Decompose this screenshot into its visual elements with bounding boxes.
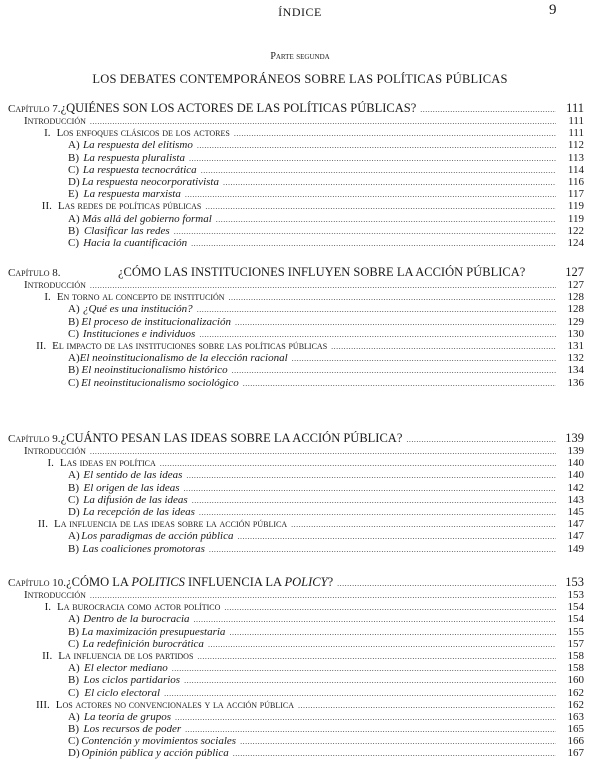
chapter-heading-row	[8, 266, 584, 279]
entry-text: Los actores no convencionales y la acción pública	[55, 698, 295, 711]
toc-entry	[8, 457, 584, 469]
entry-text: Clasificar las redes	[83, 224, 170, 237]
entry-label: B)	[68, 674, 79, 687]
toc-entry	[8, 747, 584, 759]
dot-leader	[197, 140, 556, 152]
entry-text: La redefinición burocrática	[82, 637, 204, 650]
entry-label: B)	[68, 364, 79, 377]
entry-text: Los paradigmas de acción pública	[81, 530, 234, 543]
page-ref: 166	[567, 735, 584, 748]
entry-label: A)	[68, 530, 80, 543]
page-ref: 153	[565, 575, 584, 589]
toc-entry	[8, 316, 584, 328]
entry-text: La respuesta marxista	[83, 188, 181, 201]
entry-label: I.	[44, 601, 51, 614]
chapter-label: Capítulo 10.	[8, 577, 67, 589]
page-ref: 134	[567, 364, 584, 377]
dot-leader	[201, 165, 556, 177]
entry-label: D)	[68, 747, 80, 760]
page-ref: 154	[567, 613, 584, 626]
dot-leader	[234, 128, 556, 140]
page-ref: 160	[567, 674, 584, 687]
entry-label: C)	[68, 686, 79, 699]
page-ref: 132	[567, 352, 584, 365]
toc-entry	[8, 139, 584, 151]
entry-label: B)	[68, 723, 79, 736]
dot-leader	[243, 378, 556, 390]
toc-entry	[8, 626, 584, 638]
page-ref: 116	[567, 175, 584, 188]
toc-entry	[8, 687, 584, 699]
running-header-title: ÍNDICE	[278, 5, 322, 19]
page-ref: 111	[566, 101, 584, 115]
entry-text: El origen de las ideas	[83, 481, 180, 494]
toc-entry	[8, 674, 584, 686]
entry-label: A)	[68, 662, 80, 675]
dot-leader	[232, 365, 556, 377]
toc-entry	[8, 291, 584, 303]
page-ref: 142	[567, 481, 584, 494]
entry-text: La influencia de los partidos	[58, 649, 194, 662]
entry-text: Las redes de políticas públicas	[57, 200, 202, 213]
entry-text: El neoinstitucionalismo de la elección racional	[79, 352, 288, 365]
chapter-heading-row	[8, 432, 584, 445]
entry-text: ¿Qué es una institución?	[83, 303, 193, 316]
page-ref: 165	[567, 723, 584, 736]
chapter-label: Capítulo 8.	[8, 267, 61, 279]
page-ref: 117	[567, 188, 584, 201]
chapter-block	[8, 576, 584, 760]
page-ref: 140	[567, 469, 584, 482]
entry-label: D)	[68, 505, 80, 518]
toc-entry	[8, 638, 584, 650]
page-ref: 111	[568, 127, 584, 140]
dot-leader	[406, 433, 556, 446]
entry-text: El neoinstitucionalismo histórico	[81, 364, 228, 377]
entry-text: El neoinstitucionalismo sociológico	[81, 376, 239, 389]
entry-text: En torno al concepto de institución	[56, 291, 225, 304]
entry-label: B)	[68, 625, 79, 638]
page-ref: 136	[567, 376, 584, 389]
page-ref: 162	[567, 686, 584, 699]
entry-label: E)	[68, 188, 79, 201]
chapter-label: Capítulo 9.	[8, 433, 61, 445]
page-ref: 162	[567, 698, 584, 711]
entry-label: C)	[68, 735, 79, 748]
chapter-heading-row	[8, 102, 584, 115]
toc-entry	[8, 340, 584, 352]
entry-text: La respuesta del elitismo	[82, 139, 193, 152]
page-ref: 157	[567, 637, 584, 650]
toc-entry	[8, 328, 584, 340]
entry-text: Dentro de la burocracia	[83, 613, 190, 626]
toc-entry	[8, 445, 584, 457]
entry-text: La respuesta neocorporativista	[81, 175, 219, 188]
toc-entry	[8, 613, 584, 625]
dot-leader	[205, 201, 556, 213]
entry-label: II.	[36, 339, 47, 352]
toc-entry	[8, 164, 584, 176]
entry-label: C)	[68, 637, 79, 650]
dot-leader	[192, 495, 556, 507]
page-ref: 155	[567, 625, 584, 638]
entry-label: C)	[68, 327, 79, 340]
entry-label: B)	[68, 315, 79, 328]
page-ref: 114	[567, 163, 584, 176]
dot-leader	[175, 712, 556, 724]
entry-label: D)	[68, 175, 80, 188]
entry-label: II.	[41, 200, 52, 213]
page-ref: 147	[567, 530, 584, 543]
entry-text: Los recursos de poder	[83, 723, 182, 736]
entry-label: A)	[68, 212, 80, 225]
part-label: Parte segunda	[270, 51, 330, 62]
entry-text: Las ideas en política	[59, 457, 156, 470]
entry-label: II.	[42, 649, 53, 662]
dot-leader	[197, 651, 556, 663]
toc-entry	[8, 494, 584, 506]
toc-entry	[8, 506, 584, 518]
toc-entry	[8, 699, 584, 711]
entry-text: Más allá del gobierno formal	[82, 212, 212, 225]
dot-leader	[229, 292, 556, 304]
page-ref: 111	[568, 115, 584, 127]
entry-text: El elector mediano	[84, 662, 168, 675]
entry-text: Las coaliciones promotoras	[82, 542, 205, 555]
page-ref: 112	[567, 139, 584, 152]
entry-label: II.	[37, 518, 48, 531]
page-ref: 131	[567, 339, 584, 352]
part-title: LOS DEBATES CONTEMPORÁNEOS SOBRE LAS POLÍTICAS PÚBLICAS	[92, 72, 508, 86]
entry-label: III.	[36, 698, 50, 711]
toc-entry	[8, 364, 584, 376]
dot-leader	[90, 446, 556, 458]
dot-leader	[186, 470, 556, 482]
toc-entry	[8, 176, 584, 188]
chapter-title-part: ¿CÓMO LA	[66, 575, 132, 589]
entry-label: B)	[68, 224, 79, 237]
dot-leader	[291, 519, 556, 531]
page-ref: 128	[567, 303, 584, 316]
toc-entry	[8, 225, 584, 237]
dot-leader	[235, 317, 556, 329]
entry-label: C)	[68, 236, 79, 249]
entry-text: Los ciclos partidarios	[83, 674, 181, 687]
entry-label: I.	[44, 127, 51, 140]
toc-entry	[8, 279, 584, 291]
chapter-block	[8, 432, 584, 555]
entry-text: La respuesta pluralista	[83, 151, 185, 164]
chapter-title-part: ?	[327, 575, 334, 589]
entry-label: B)	[68, 481, 79, 494]
entry-text: Hacia la cuantificación	[83, 236, 188, 249]
dot-leader	[240, 736, 556, 748]
entry-text: La teoría de grupos	[83, 710, 171, 723]
entry-label: B)	[68, 151, 79, 164]
dot-leader	[233, 748, 556, 760]
dot-leader	[292, 353, 556, 365]
entry-label: A)	[68, 303, 80, 316]
toc-entry	[8, 518, 584, 530]
entry-text: La recepción de las ideas	[82, 505, 195, 518]
page-ref: 113	[567, 151, 584, 164]
entry-text: El impacto de las instituciones sobre las políticas públicas	[52, 339, 328, 352]
entry-text: Contención y movimientos sociales	[81, 735, 237, 748]
toc-entry	[8, 735, 584, 747]
page-ref: 158	[567, 649, 584, 662]
dot-leader	[229, 627, 556, 639]
entry-text: Los enfoques clásicos de los actores	[56, 127, 230, 140]
toc-entry	[8, 601, 584, 613]
page-ref: 119	[567, 212, 584, 225]
toc-entry	[8, 127, 584, 139]
page-ref: 145	[567, 505, 584, 518]
page-ref: 127	[567, 279, 584, 291]
entry-label: A)	[68, 710, 80, 723]
page-ref: 119	[567, 200, 584, 213]
entry-text: Instituciones e individuos	[82, 327, 196, 340]
page-ref: 129	[567, 315, 584, 328]
toc-entry	[8, 237, 584, 249]
page-ref: 158	[567, 662, 584, 675]
toc-entry	[8, 352, 584, 364]
entry-label: I.	[47, 457, 54, 470]
chapter-title-part: ¿QUIÉNES SON LOS ACTORES DE LAS POLÍTICAS PÚBLICAS?	[60, 101, 417, 115]
toc-entry	[8, 469, 584, 481]
dot-leader	[172, 663, 556, 675]
entry-text: Introducción	[24, 445, 86, 457]
toc-entry	[8, 213, 584, 225]
entry-label: A)	[68, 139, 80, 152]
chapter-title	[66, 576, 333, 589]
entry-label: A)	[68, 613, 80, 626]
chapter-label: Capítulo 7.	[8, 103, 61, 115]
dot-leader	[185, 189, 556, 201]
page-ref: 167	[567, 747, 584, 760]
dot-leader	[185, 724, 556, 736]
entry-text: El proceso de institucionalización	[81, 315, 231, 328]
entry-text: Opinión pública y acción pública	[81, 747, 229, 760]
dot-leader	[191, 238, 556, 250]
page-ref: 153	[567, 589, 584, 601]
page-ref: 139	[565, 431, 584, 445]
entry-label: C)	[68, 163, 79, 176]
chapter-title-part: ¿CÓMO LAS INSTITUCIONES INFLUYEN SOBRE LA ACCIÓN PÚBLICA?	[118, 265, 526, 279]
chapter-title-part: INFLUENCIA LA	[184, 575, 285, 589]
page-ref: 143	[567, 493, 584, 506]
dot-leader	[174, 226, 556, 238]
chapter-block	[8, 102, 584, 249]
dot-leader	[420, 103, 556, 116]
dot-leader	[194, 614, 556, 626]
dot-leader	[331, 341, 556, 353]
dot-leader	[209, 544, 556, 556]
entry-label: I.	[44, 291, 51, 304]
entry-label: B)	[68, 542, 79, 555]
page-ref: 127	[565, 265, 584, 279]
entry-text: La burocracia como actor político	[57, 601, 221, 614]
page-ref: 163	[567, 710, 584, 723]
toc-entry	[8, 188, 584, 200]
entry-text: Introducción	[24, 115, 86, 127]
chapter-title-part: POLICY	[284, 575, 328, 589]
toc-entry	[8, 650, 584, 662]
dot-leader	[298, 700, 556, 712]
dot-leader	[160, 458, 556, 470]
page-number: 9	[549, 2, 557, 18]
dot-leader	[337, 577, 556, 590]
toc-entry	[8, 543, 584, 555]
entry-text: El ciclo electoral	[84, 686, 161, 699]
toc-entry	[8, 530, 584, 542]
toc-entry	[8, 200, 584, 212]
toc-entry	[8, 377, 584, 389]
toc-entry	[8, 662, 584, 674]
dot-leader	[224, 602, 556, 614]
page-ref: 140	[567, 457, 584, 470]
dot-leader	[184, 675, 556, 687]
toc-entry	[8, 711, 584, 723]
toc-entry	[8, 589, 584, 601]
page-ref: 154	[567, 601, 584, 614]
page-ref: 149	[567, 542, 584, 555]
page-ref: 147	[567, 518, 584, 531]
dot-leader	[189, 153, 556, 165]
entry-text: La influencia de las ideas sobre la acción pública	[53, 518, 288, 531]
page-ref: 128	[567, 291, 584, 304]
entry-text: El sentido de las ideas	[83, 469, 183, 482]
entry-text: La difusión de las ideas	[83, 493, 188, 506]
page-ref: 122	[567, 224, 584, 237]
toc-entry	[8, 115, 584, 127]
page-ref: 139	[567, 445, 584, 457]
entry-text: La maximización presupuestaria	[81, 625, 226, 638]
dot-leader	[208, 639, 556, 651]
dot-leader	[197, 304, 556, 316]
entry-label: C)	[68, 376, 79, 389]
entry-text: La respuesta tecnocrática	[82, 163, 197, 176]
entry-label: A)	[68, 469, 80, 482]
page-ref: 130	[567, 327, 584, 340]
entry-text: Introducción	[24, 279, 86, 291]
toc-entry	[8, 152, 584, 164]
dot-leader	[237, 531, 556, 543]
entry-label: C)	[68, 493, 79, 506]
chapter-title	[61, 432, 403, 445]
toc-entry	[8, 303, 584, 315]
toc-entry	[8, 482, 584, 494]
dot-leader	[216, 214, 556, 226]
chapter-heading-row	[8, 576, 584, 589]
chapter-block	[8, 266, 584, 389]
dot-leader	[183, 483, 556, 495]
toc-entry	[8, 723, 584, 735]
dot-leader	[223, 177, 556, 189]
entry-label: A)	[68, 352, 80, 365]
chapter-title	[118, 266, 525, 279]
chapter-title	[61, 102, 417, 115]
page-ref: 124	[567, 236, 584, 249]
entry-text: Introducción	[24, 589, 86, 601]
chapter-title-part: POLITICS	[131, 575, 185, 589]
chapter-title-part: ¿CUÁNTO PESAN LAS IDEAS SOBRE LA ACCIÓN PÚBLICA?	[60, 431, 403, 445]
